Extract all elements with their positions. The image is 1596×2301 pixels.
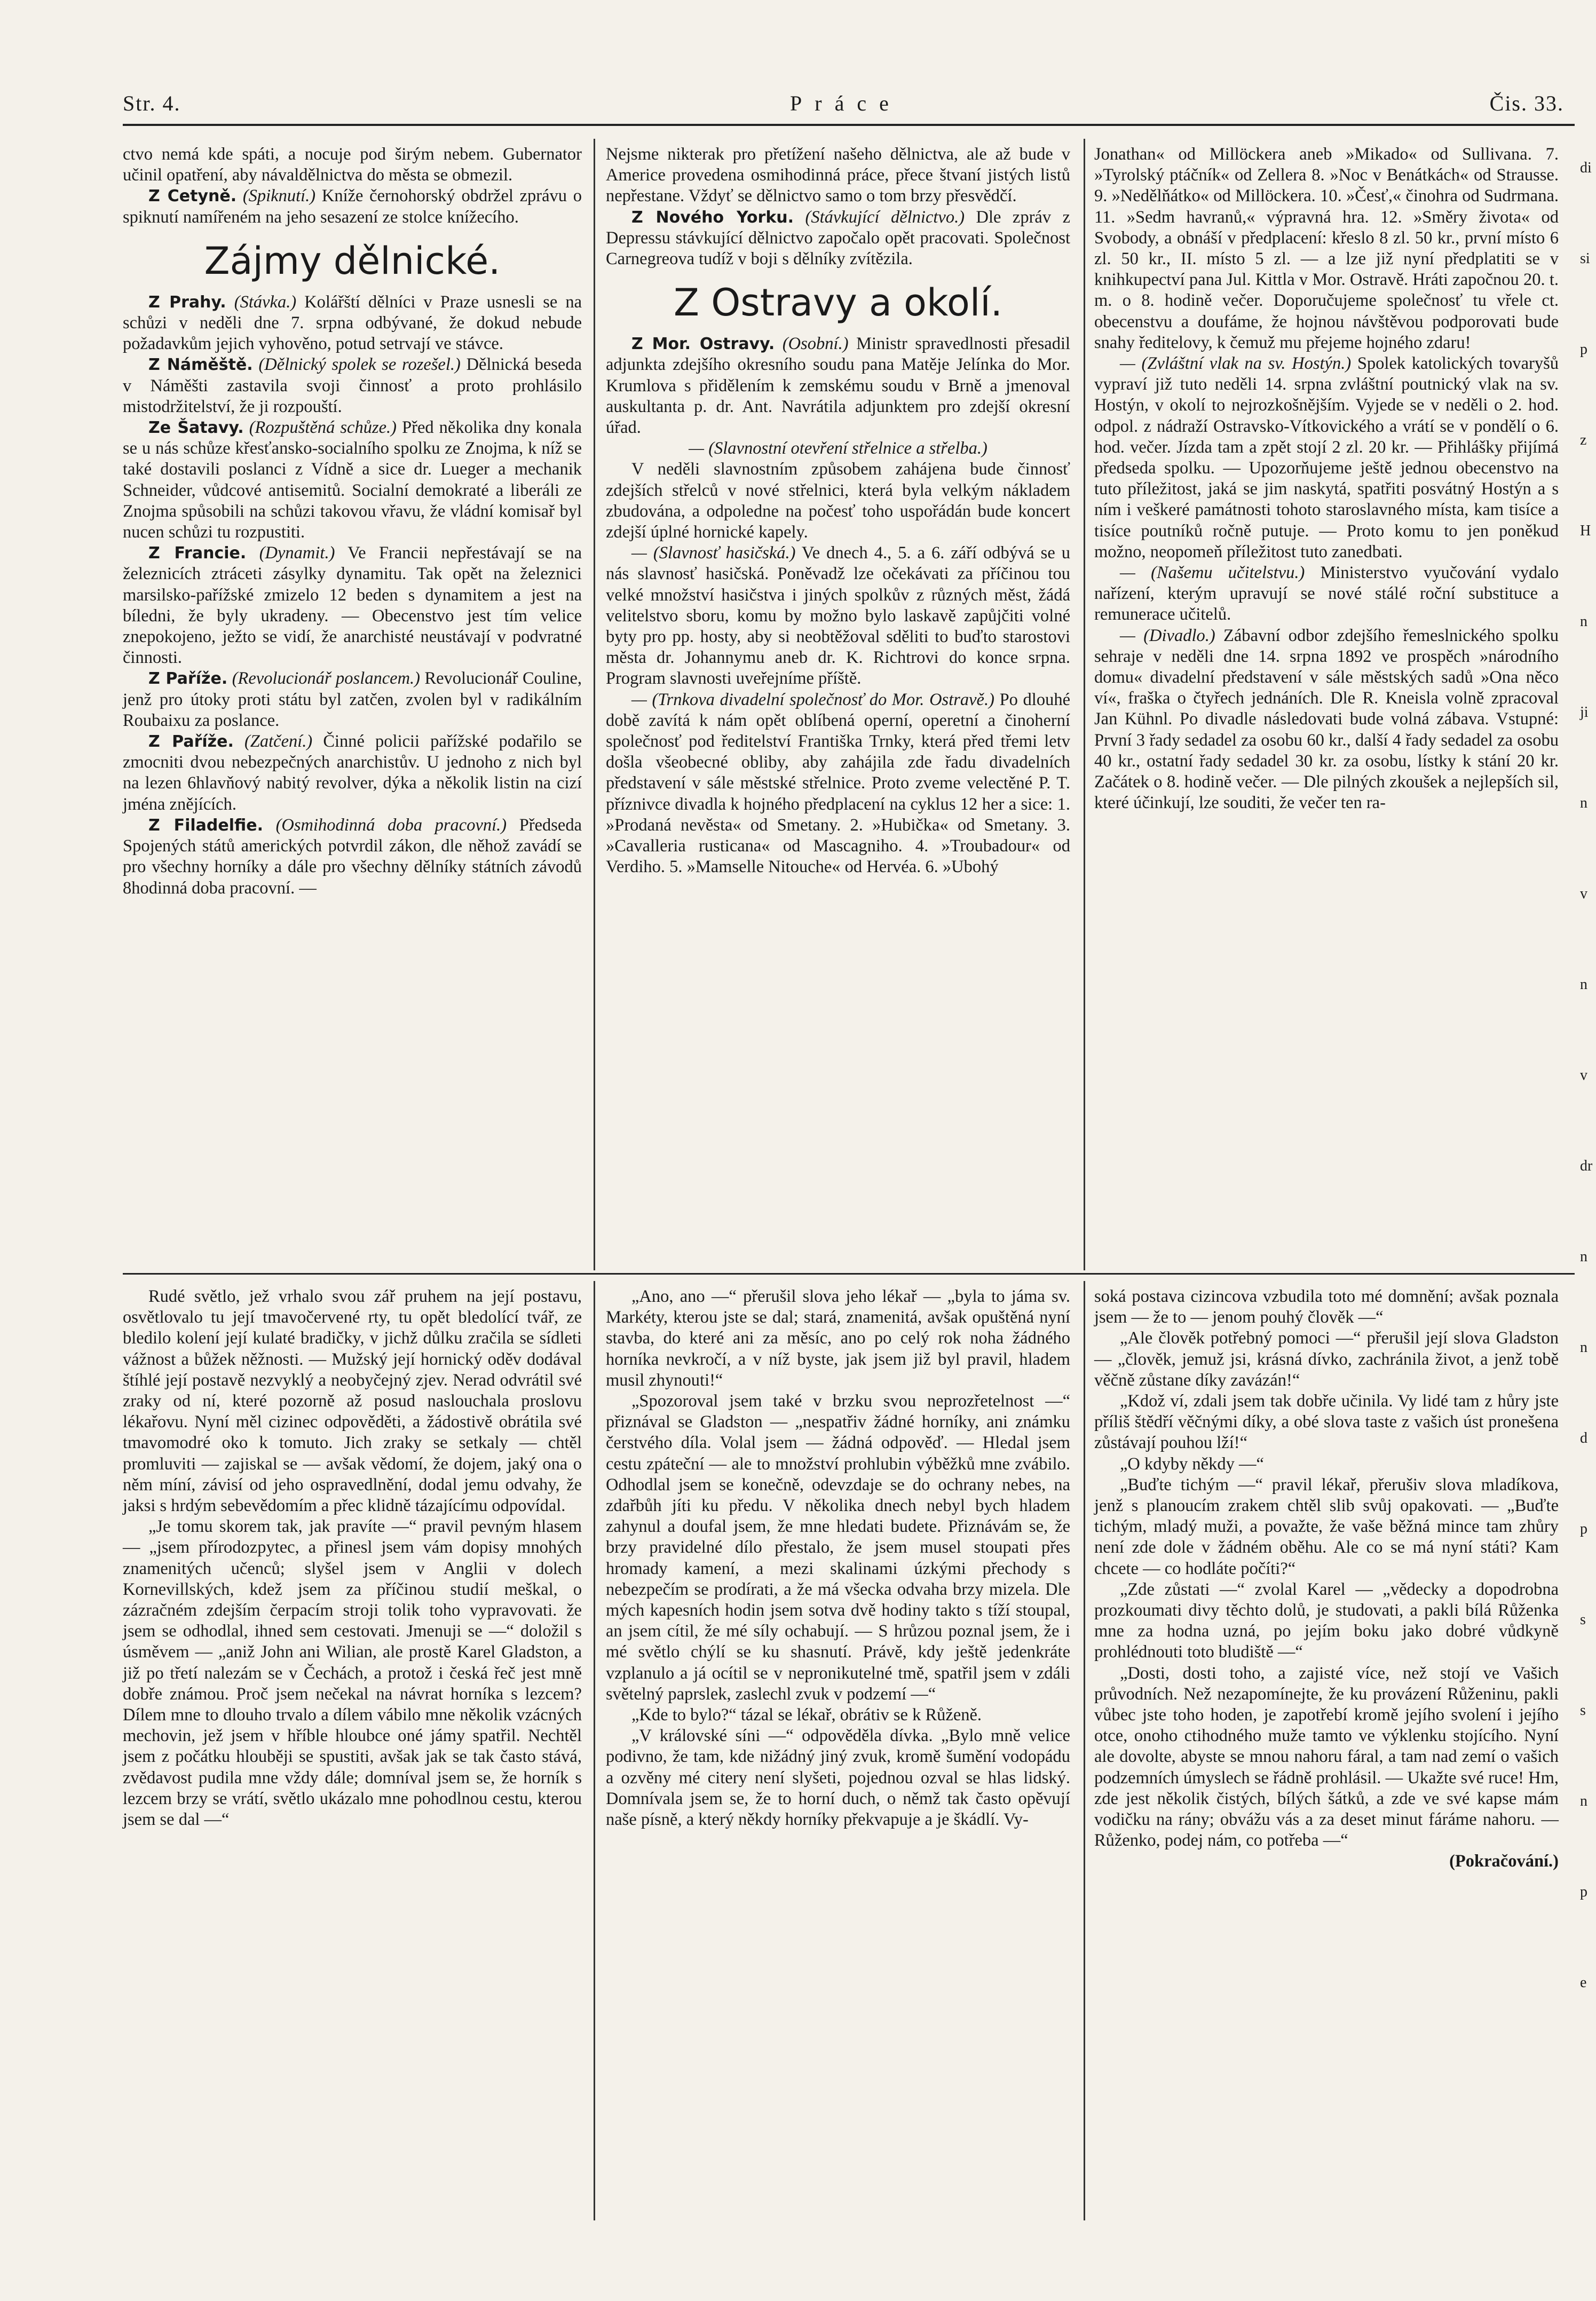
- article-text: Před několika dny konala se u nás schůze křesťansko-socialního spolku ze Znojma, k níž se také dostavili poslanci z Vídně a sice dr. Lueger a mechanik Schneider, vůdcové antisemitů. Socialní demokraté a liberáli ze Znojma spůsobili na schůzi takovou vřavu, že vládní komisař byl nucen schůzi tu rozpustiti.: [123, 418, 582, 542]
- article-paragraph: [606, 207, 1070, 270]
- article-paragraph: [606, 334, 1070, 438]
- page-number: Str. 4.: [123, 91, 181, 115]
- section-heading: Zájmy dělnické.: [204, 239, 501, 283]
- edge-fragment: n: [1580, 613, 1587, 630]
- edge-fragment: n: [1580, 1339, 1587, 1356]
- article-text: Nejsme nikterak pro přetížení našeho dělnictva, ale až bude v Americe provedena osmihodinná práce, přece štvaní jistých listů nepřestane. Vždyť se dělnictvo samo o tom brzy přesvědčí.: [606, 145, 1070, 206]
- article-paragraph: [1094, 1475, 1559, 1579]
- masthead-title: Práce: [790, 91, 902, 115]
- article-paragraph: [1094, 626, 1559, 814]
- article-tag: (Zatčení.): [244, 732, 313, 752]
- article-text: Jonathan« od Millöckera aneb »Mikado« od Sullivana. 7. »Tyrolský ptáčník« od Zellera 8. »Noc v Benátkách« od Strausse. 9. »Nedělňátko« od Millöckera. 10. »Česť,« činohra od Sudrmana. 11. »Sedm havranů,« výpravná hra. 12. »Směry života« od Svobody, a obnáší v předplacení: křeslo 8 zl. 50 kr., první místo 6 zl. 50 kr., II. místo 5 zl. — a lze již nyní předplatiti se v knihkupectví pana Jul. Kittla v Mor. Ostravě. Hráti započnou 20. t. m. o 8. hodině večer. Doporučujeme společnosť tu vřele ct. obecenstvu a doufáme, že hojnou návštěvou podporovati bude snahy ředitelovy, k čemuž mu přejeme hojného zdaru!: [1094, 145, 1559, 352]
- article-text: Zábavní odbor zdejšího řemeslnického spolku sehraje v neděli dne 14. srpna 1892 ve prospěch »národního domu« divadelní představení v sále městských sadů »Ona něco ví«, fraška o čtyřech jednáních. Dle R. Kneisla volně zpracoval Jan Kühnl. Po divadle následovati bude volná zábava. Vstupné: První 3 řady sedadel za osobu 60 kr., další 4 řady sedadel za osobu 40 kr., ostatní řady sedadel 30 kr. za osobu, lístky k stání 20 kr. Začátek o 8. hodině večer. — Dle pilných zkoušek a nejlepších sil, které účinkují, lze souditi, že večer ten ra-: [1094, 626, 1559, 813]
- article-text: Ministr spravedlnosti přesadil adjunkta zdejšího okresního soudu pana Matěje Jelínka do Mor. Krumlova s přidělením k zemskému soudu v Brně a jmenoval auskultanta p. dr. Ant. Navrátila adjunktem pro zdejší okresní úřad.: [606, 334, 1071, 438]
- edge-fragment: p: [1580, 1521, 1587, 1537]
- article-paragraph: [123, 144, 582, 186]
- feuilleton-column-2: [606, 1286, 1070, 1830]
- edge-fragment: n: [1580, 795, 1587, 811]
- article-tag: — (Zvláštní vlak na sv. Hostýn.): [1120, 354, 1352, 374]
- section-heading: Z Ostravy a okolí.: [674, 281, 1002, 325]
- article-text: ctvo nemá kde spáti, a nocuje pod širým nebem. Gubernator učinil opatření, aby návaldělnictva do města se obmezil.: [123, 145, 582, 185]
- article-text: Po dlouhé době zavítá k nám opět oblíbená operní, operetní a činoherní společnosť pod ředitelství Františka Trnky, která před třemi letv došla všeobecné obliby, aby zahájila zde řadu divadelních představení v sále městské střelnice. Proto zveme velectěné P. T. příznivce divadla k hojného předplacení na cyklus 12 her a sice: 1. »Prodaná nevěsta« od Smetany. 2. »Hubička« od Smetany. 3. »Cavalleria rusticana« od Mascagniho. 4. »Troubadour« od Verdiho. 5. »Mamselle Nitouche« od Hervéa. 6. »Ubohý: [606, 690, 1071, 877]
- article-paragraph: [606, 459, 1070, 543]
- dateline: Z Cetyně.: [148, 187, 237, 206]
- article-paragraph: [606, 543, 1070, 689]
- column-2: [606, 144, 1070, 878]
- edge-fragment: n: [1580, 1248, 1587, 1265]
- article-tag: (Osobní.): [782, 334, 849, 354]
- edge-fragment: H: [1580, 523, 1591, 539]
- article-text: Revolucionář Couline, jenž pro útoky proti státu byl zatčen, zvolen byl v radikálním Roubaixu za poslance.: [123, 669, 582, 730]
- article-paragraph: [606, 144, 1070, 207]
- article-tag: (Dělnický spolek se rozešel.): [258, 355, 461, 375]
- dateline: Ze Šatavy.: [148, 418, 244, 438]
- article-paragraph: [123, 417, 582, 543]
- article-paragraph: [606, 1391, 1070, 1705]
- article-text: „Ano, ano —“ přerušil slova jeho lékař — „byla to jáma sv. Markéty, kterou jste se dal; stará, znamenitá, avšak opuštěná nyní stavba, do které ani za měsíc, ano po celý rok noha žádného horníka nevkročí, a v níž byste, jak jsem již byl pravil, hladem musil zhynouti!“: [606, 1287, 1070, 1390]
- article-text: Ve dnech 4., 5. a 6. září odbývá se u nás slavnosť hasičská. Poněvadž lze očekávati za příčinou tou velké množství hasičstva i jiných spolkův z různých měst, žádá velitelstvo sboru, komu by možno bylo laskavě zapůjčiti volné byty pro pp. hosty, aby si neobtěžoval sděliti to buďto starostovi města dr. Johannymu aneb dr. K. Richtrovi do konce srpna. Program slavnosti uveřejníme příště.: [606, 543, 1070, 689]
- article-paragraph: [1094, 353, 1559, 563]
- article-tag: (Osmihodinná doba pracovní.): [275, 815, 507, 835]
- edge-fragment: z: [1580, 432, 1587, 448]
- article-paragraph: [606, 1286, 1070, 1391]
- article-text: Spolek katolických tovaryšů vypraví již tuto neděli 14. srpna zvláštní poutnický vlak na sv. Hostýn, v okolí to nejrozkošnějším. Vyjede se v neděli o 2. hod. odpol. z nádraží Ostravsko-Vítkovického a vrátí se v pondělí o 6. hod. večer. Jízda tam a zpět stojí 2 zl. 20 kr. — Přihlášky přijímá předseda spolku. — Upozorňujeme ještě jednou obecenstvo na tuto příležitost, jaká se jim naskytá, spatřiti posvátný Hostýn a s ním i veškeré památnosti tohoto staroslavného místa, kam tisíce a tisíce poutníků ročně putuje. — Proto komu to jen poněkud možno, neopomeň příležitost tuto zanedbati.: [1094, 354, 1559, 562]
- article-tag: — (Divadlo.): [1120, 626, 1215, 645]
- edge-fragment: d: [1580, 1430, 1587, 1446]
- article-text: Rudé světlo, jež vrhalo svou zář pruhem na její postavu, osvětlovalo tu její tmavočervené rty, tu opět bledolící tvář, ze bledilo kolení její kulaté bradičky, v jichž důlku zračila se sídleti vážnost a bůžek něžnosti. — Mužský její hornický oděv dodával štíhlé její postavě nezvyklý a neobyčejný zjev. Nerad odvrátil své zraky od ní, které pozorně až posud naslouchala proslovu lékařovu. Nyní měl cizinec odpověděti, a žádostivě obrátila své tmavomodré oko k tomuto. Jich zraky se setkaly — chtěl promluviti — zajiskal se — avšak vědomí, že dojem, jaký ona o něm míní, závisí od jeho ospravedlnění, dodal jemu odvahy, že jaksi s hrdým sebevědomím a přec klidně tázajícímu odpovídal.: [123, 1287, 582, 1516]
- feuilleton-rule: [123, 1273, 1575, 1275]
- article-paragraph: [1094, 1579, 1559, 1663]
- article-paragraph: [123, 354, 582, 417]
- article-paragraph: [1094, 563, 1559, 626]
- article-paragraph: [1094, 1663, 1559, 1852]
- article-paragraph: [123, 731, 582, 815]
- article-paragraph: [606, 1726, 1070, 1830]
- edge-fragment: s: [1580, 1611, 1586, 1628]
- dateline: Z Nového Yorku.: [631, 208, 794, 227]
- article-text: „Spozoroval jsem také v brzku svou neprozřetelnost —“ přiznával se Gladston — „nespatřiv žádné horníky, ani známku čerstvého díla. Volal jsem — žádná odpověď. — Hledal jsem cestu zpáteční — ale to množství prohlubin výběžků mne zvábilo. Odhodlal jsem se konečně, odevzdaje se do ochrany nebes, na zdařbůh jíti ku předu. V několika dnech nebyl bych hladem zahynul a doufal jsem, že mne hledati budete. Přiznávám se, že brzy pravidelné dílo přestalo, že jsem musel stoupati přes hromady kamení, a mezi skalinami úzkými přechody s nebezpečím se prodírati, a že má všecka odvaha brzy mizela. Dle mých kapesních hodin jsem sotva dvě hodiny takto s tíží stoupal, an jsem cítil, že mé síly ochabují. — S hrůzou poznal jsem, že i mé světlo chýlí se ku shasnutí. Právě, kdy ještě jedenkráte vzplanulo a já ocítil se v nepronikutelné tmě, spatřil jsem v zdáli světelný paprslek, zaslechl zvuk v podzemí —“: [606, 1391, 1070, 1704]
- dateline: Z Náměště.: [148, 355, 253, 375]
- article-tag: (Stávka.): [234, 292, 297, 312]
- feuilleton-divider-1: [594, 1281, 595, 2220]
- article-tag: (Revolucionář poslancem.): [232, 669, 420, 689]
- article-text: Činné policii pařížské podařilo se zmocniti dvou nebezpečných anarchistův. U jednoho z nich byl na lezen 6hlavňový nabitý revolver, dýka a několik listin na cizí jména znějících.: [123, 732, 582, 814]
- adjacent-page-edge: [1580, 123, 1596, 2258]
- article-paragraph: [1094, 1391, 1559, 1454]
- article-tag: (Spiknutí.): [242, 186, 316, 206]
- article-text: „Buďte tichým —“ pravil lékař, přerušiv slova mladíkova, jenž s planoucím zrakem chtěl slib svůj opakovati. — „Buďte tichým, mladý muži, a považte, že vaše běžná mince tam zhůry není zde dole v žádném oběhu. Ale co se má nyní státi? Kam chcete — co hodláte počíti?“: [1094, 1475, 1559, 1578]
- article-paragraph: [123, 1516, 582, 1830]
- article-text: „Je tomu skorem tak, jak pravíte —“ pravil pevným hlasem — „jsem přírodozpytec, a přinesl jsem vám dopisy mnohých znamenitých učenců; slyšel jsem v Anglii v dolech Kornevillských, kdež jsem za příčinou studií meškal, o zázračném zdejším čerpacím stroji tolik toho vypravovati. že jsem se odhodlal, ihned sem cestovati. Jmenuji se —“ doložil s úsměvem — „aniž John ani Wilian, ale prostě Karel Gladston, a již po třetí nalezám se v Čechách, a protož i česká řeč jest mně dobře známou. Proč jsem nečekal na návrat horníka s lezcem? Dílem mne to dlouho trvalo a dílem vábilo mne několik vzácných mechovin, jež jsem v hříble hloubce oné jámy spatřil. Nechtěl jsem z počátku hlouběji se spustiti, avšak jak se tak často stává, zvědavost pudila mne vždy dále; domníval jsem se, že horník s lezcem brzy se vrátí, světlo ukázalo mne pohodlnou cestu, kterou jsem se dal —“: [123, 1517, 582, 1830]
- article-paragraph: [123, 292, 582, 355]
- article-text: „Ale člověk potřebný pomoci —“ přerušil její slova Gladston — „člověk, jemuž jsi, krásná dívko, zachránila život, a jenž tobě věčně zůstane díky zavázán!“: [1094, 1329, 1559, 1390]
- article-paragraph: [606, 438, 1070, 459]
- dateline: Z Francie.: [148, 544, 247, 563]
- column-divider-2: [1084, 139, 1085, 1270]
- article-text: Dle zpráv z Depressu stávkující dělnictvo započalo opět pracovati. Společnost Carnegreova tudíž v boji s dělníky zvítězila.: [606, 207, 1071, 269]
- column-1: [123, 144, 582, 899]
- article-text: Ministerstvo vyučování vydalo nařízení, kterým upravují se nové stálé roční substituce a remunerace učitelů.: [1094, 563, 1559, 624]
- edge-fragment: n: [1580, 976, 1587, 993]
- article-text: soká postava cizincova vzbudila toto mé domnění; avšak poznala jsem — že to — jenom pouhý člověk —“: [1094, 1287, 1559, 1327]
- continuation-note: (Pokračování.): [1449, 1852, 1559, 1871]
- article-text: „V královské síni —“ odpověděla dívka. „Bylo mně velice podivno, že tam, kde nižádný jiný zvuk, kromě šumění vodopádu a ozvěny mé citery není slyšeti, pojednou ozval se hlas lidský. Domnívala jsem se, že to horní duch, o němž tak často opěvují naše písně, a který někdy horníky překvapuje a je škádlí. Vy-: [606, 1726, 1070, 1830]
- column-divider-1: [594, 139, 595, 1270]
- header-rule: [123, 124, 1575, 126]
- article-text: V neděli slavnostním způsobem zahájena bude činnosť zdejších střelců v nové střelnici, která byla velkým nákladem zbudována, a odpoledne na počesť toho uspořádán bude koncert zdejší úplné hornické kapely.: [606, 460, 1070, 542]
- dateline: Z Mor. Ostravy.: [631, 335, 775, 354]
- edge-fragment: si: [1580, 250, 1590, 267]
- article-tag: — (Slavnostní otevření střelnice a střelba.): [689, 439, 987, 458]
- dateline: Z Paříže.: [148, 669, 228, 689]
- article-text: „Dosti, dosti toho, a zajisté více, než stojí ve Vašich průvodních. Než nezapomínejte, že ku provázení Růženinu, pakli vůbec jste toho hoden, je zapotřebí kromě jejího svolení i jejího otce, onoho ctihodného muže tamto ve výklenku stojícího. Nyní ale dovolte, abyste se mnou nahoru fáral, a tam nad zemí o vašich podzemních úmyslech se řádně prohlásil. — Ukažte své ruce! Hm, zde jest několik čistých, bílých šátků, a zde ve své kapse mám vodičku na rány; obvážu vás a za deset minut fáráme nahoru. — Růženko, podej nám, co potřeba —“: [1094, 1663, 1559, 1851]
- article-text: Dělnická beseda v Náměšti zastavila svoji činnosť a proto prohlásilo mistodržitelství, že ji rozpouští.: [123, 355, 582, 416]
- article-tag: (Dynamit.): [259, 543, 335, 563]
- article-text: Předseda Spojených států amerických potvrdil zákon, dle něhož zavádí se pro všechny horníky a dále pro všechny dělníky státních závodů 8hodinná doba pracovní. —: [123, 815, 582, 898]
- article-tag: — (Slavnosť hasičská.): [631, 543, 796, 563]
- edge-fragment: ji: [1580, 704, 1589, 721]
- article-tag: (Stávkující dělnictvo.): [805, 207, 965, 227]
- feuilleton-column-1: [123, 1286, 582, 1830]
- article-paragraph: [123, 1286, 582, 1516]
- article-text: „O kdyby někdy —“: [1120, 1454, 1264, 1474]
- article-text: „Kde to bylo?“ tázal se lékař, obrátiv se k Růženě.: [631, 1705, 982, 1725]
- edge-fragment: dr: [1580, 1158, 1593, 1174]
- article-text: „Kdož ví, zdali jsem tak dobře učinila. Vy lidé tam z hůry jste příliš štědří věčnými díky, a obé slova taste z vašich úst pronešena zůstávají pouhou lží!“: [1094, 1391, 1559, 1453]
- edge-fragment: n: [1580, 1793, 1587, 1809]
- article-paragraph: [1094, 1454, 1559, 1475]
- feuilleton-divider-2: [1084, 1281, 1085, 2220]
- article-tag: (Rozpuštěná schůze.): [249, 418, 397, 438]
- article-paragraph: [1094, 144, 1559, 353]
- feuilleton-column-3: [1094, 1286, 1559, 1872]
- edge-fragment: e: [1580, 1974, 1587, 1991]
- edge-fragment: di: [1580, 160, 1592, 176]
- dateline: Z Paříže.: [148, 732, 234, 752]
- column-3: [1094, 144, 1559, 814]
- article-paragraph: [123, 543, 582, 668]
- edge-fragment: p: [1580, 341, 1587, 358]
- article-text: Kníže černohorský obdržel zprávu o spiknutí namířeném na jeho sesazení ze stolce knížecího.: [123, 186, 582, 227]
- article-tag: — (Trnkova divadelní společnosť do Mor. Ostravě.): [631, 690, 994, 709]
- article-paragraph: [1094, 1328, 1559, 1391]
- edge-fragment: v: [1580, 885, 1587, 902]
- edge-fragment: v: [1580, 1067, 1587, 1084]
- article-text: Ve Francii nepřestávají se na železnicích ztráceti zásylky dynamitu. Tak opět na železnici marsilsko-pařížské zmizelo 12 beden s dynamitem a jest na bíledni, že byly ukradeny. — Obecenstvo jest tím velice znepokojeno, ježto se vidí, že anarchisté neustávají v podvratné činnosti.: [123, 543, 582, 668]
- edge-fragment: s: [1580, 1702, 1586, 1719]
- issue-number: Čis. 33.: [1489, 91, 1564, 115]
- edge-fragment: p: [1580, 1884, 1587, 1900]
- dateline: Z Filadelfie.: [148, 816, 264, 835]
- article-paragraph: [1094, 1286, 1559, 1328]
- article-paragraph: [606, 1705, 1070, 1726]
- page-header: [123, 91, 1564, 133]
- dateline: Z Prahy.: [148, 292, 226, 312]
- article-paragraph: [123, 668, 582, 731]
- article-paragraph: [123, 186, 582, 227]
- article-text: „Zde zůstati —“ zvolal Karel — „vědecky a dopodrobna prozkoumati divy těchto dolů, je studovati, a pakli bílá Růženka mne za hodna uzná, po jejím boku jako dobré vůdkyně prohlédnouti toto bludiště —“: [1094, 1579, 1559, 1662]
- article-tag: — (Našemu učitelstvu.): [1120, 563, 1305, 583]
- article-text: Kolářští dělníci v Praze usnesli se na schůzi v neděli dne 7. srpna odbývané, že dokud nebude požadavkům jejich vyhověno, potud setrvají ve stávce.: [123, 292, 582, 354]
- article-paragraph: [123, 815, 582, 899]
- article-paragraph: [606, 690, 1070, 878]
